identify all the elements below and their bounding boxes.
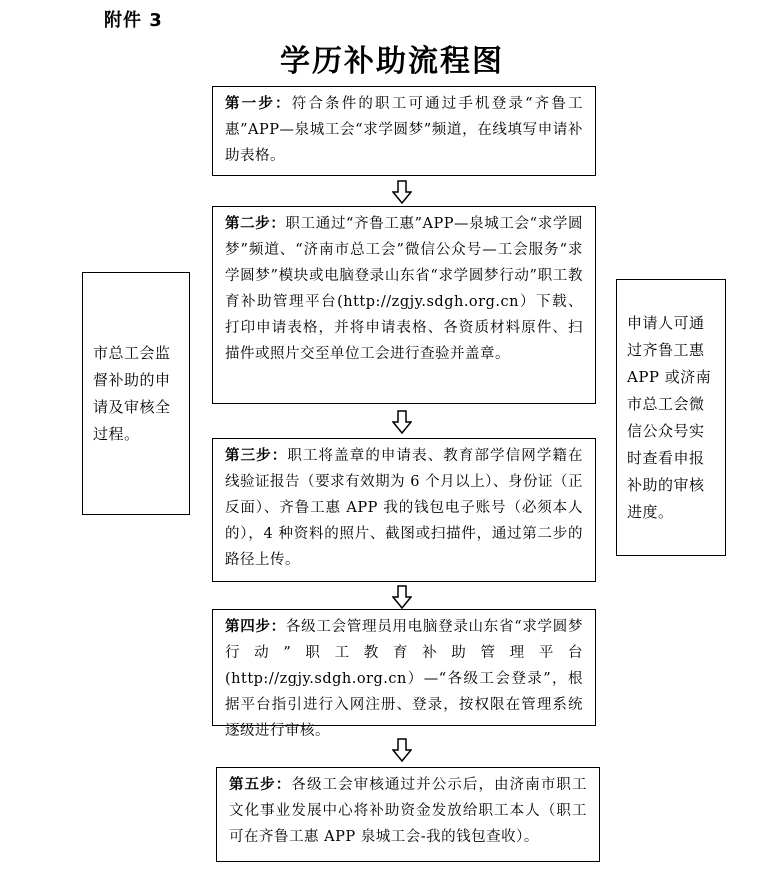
step-1-label: 第一步：: [225, 96, 292, 112]
step-1-box: [212, 86, 596, 176]
down-arrow-icon: [392, 738, 412, 762]
supervision-note-box: [82, 272, 190, 515]
step-2-text: 职工通过“齐鲁工惠”APP—泉城工会“求学圆梦”频道、“济南市总工会”微信公众号—工会服务“求学圆梦”模块或电脑登录山东省“求学圆梦行动”职工教育补助管理平台(http://zgjy.sdgh.org.cn）下载、打印申请表格，并将申请表格、各资质材料原件、扫描件或照片交至单位工会进行查验并盖章。: [225, 216, 583, 362]
step-5-box: [216, 767, 600, 862]
step-2-label: 第二步：: [225, 216, 286, 232]
step-4-box: [212, 609, 596, 739]
step-2-box: [212, 206, 596, 404]
down-arrow-icon: [392, 410, 412, 434]
step-4-label: 第四步：: [225, 619, 286, 635]
step-3-text: 职工将盖章的申请表、教育部学信网学籍在线验证报告（要求有效期为 6 个月以上）、身份证（正反面）、齐鲁工惠 APP 我的钱包电子账号（必须本人的），4 种资料的照片、截图或扫描件，通过第二步的路径上传。: [225, 448, 584, 568]
down-arrow-icon: [392, 180, 412, 204]
step-3-box: [212, 438, 596, 582]
progress-check-note-box: [616, 279, 726, 556]
step-5-label: 第五步：: [229, 777, 292, 793]
supervision-note-text: 市总工会监督补助的申请及审核全过程。: [93, 343, 171, 443]
step-3-label: 第三步：: [225, 448, 288, 464]
progress-check-note-text: 申请人可通过齐鲁工惠APP 或济南市总工会微信公众号实时查看申报补助的审核进度。: [627, 313, 712, 521]
attachment-label: 附件 3: [104, 10, 163, 31]
down-arrow-icon: [392, 585, 412, 609]
step-4-text: 各级工会管理员用电脑登录山东省“求学圆梦行动”职工教育补助管理平台(http://zgjy.sdgh.org.cn）—“各级工会登录”，根据平台指引进行入网注册、登录，按权限在管理系统逐级进行审核。: [225, 619, 583, 739]
step-5-text: 各级工会审核通过并公示后，由济南市职工文化事业发展中心将补助资金发放给职工本人（职工可在齐鲁工惠 APP 泉城工会-我的钱包查收）。: [229, 777, 588, 845]
page-title: 学历补助流程图: [280, 44, 504, 79]
step-1-text: 符合条件的职工可通过手机登录“齐鲁工惠”APP—泉城工会“求学圆梦”频道，在线填写申请补助表格。: [225, 96, 583, 164]
